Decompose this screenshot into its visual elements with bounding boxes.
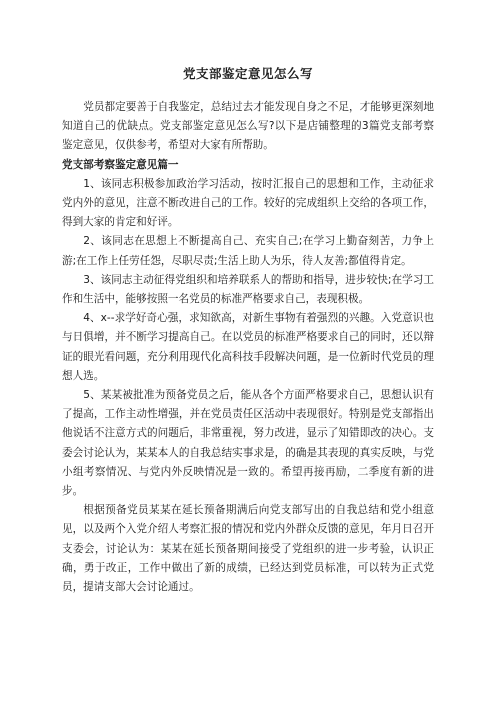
body-paragraph-1: 1、该同志积极参加政治学习活动，按时汇报自己的思想和工作，主动征求党内外的意见，注意不断改进自己的工作。较好的完成组织上交给的各项工作，得到大家的肯定和好评。 <box>62 177 434 229</box>
intro-paragraph: 党员都定要善于自我鉴定，总结过去才能发现自身之不足，才能够更深刻地知道自己的优缺点。党支部鉴定意见怎么写?以下是店铺整理的3篇党支部考察鉴定意见，仅供参考，希望对大家有所帮助。 <box>62 101 434 152</box>
body-paragraph-6: 根据预备党员某某在延长预备期满后向党支部写出的自我总结和党小组意见，以及两个入党介绍人考察汇报的情况和党内外群众反馈的意见，年月日召开支委会，讨论认为：某某在延长预备期间接受了党组织的进一步考验，认识正确，勇于改正，工作中做出了新的成绩，已经达到党员标准，可以转为正式党员，提请支部大会讨论通过。 <box>62 504 434 594</box>
body-paragraph-4: 4、x--求学好奇心强，求知欲高，对新生事物有着强烈的兴趣。入党意识也与日俱增，并不断学习提高自己。在以党员的标准严格要求自己的同时，还以辩证的眼光看问题，充分利用现代化高科技手段解决问题，是一位新时代党员的理想人选。 <box>62 312 434 382</box>
section-heading: 党支部考察鉴定意见篇一 <box>62 158 179 171</box>
body-paragraph-5: 5、某某被批准为预备党员之后，能从各个方面严格要求自己，思想认识有了提高，工作主动性增强，并在党员责任区活动中表现很好。特别是党支部指出他说话不注意方式的问题后，非常重视，努力改进，显示了知错即改的决心。支委会讨论认为，某某本人的自我总结实事求是，的确是其表现的真实反映，与党小组考察情况、与党内外反映情况是一致的。希望再接再励，二季度有新的进步。 <box>62 389 434 498</box>
body-paragraph-3: 3、该同志主动征得党组织和培养联系人的帮助和指导，进步较快;在学习工作和生活中，能够按照一名党员的标准严格要求自己，表现积极。 <box>62 273 434 306</box>
body-paragraph-2: 2、该同志在思想上不断提高自己、充实自己;在学习上勤奋刻苦，力争上游;在工作上任劳任怨，尽职尽责;生活上助人为乐，待人友善;都值得肯定。 <box>62 235 434 267</box>
document-title: 党支部鉴定意见怎么写 <box>182 66 313 81</box>
